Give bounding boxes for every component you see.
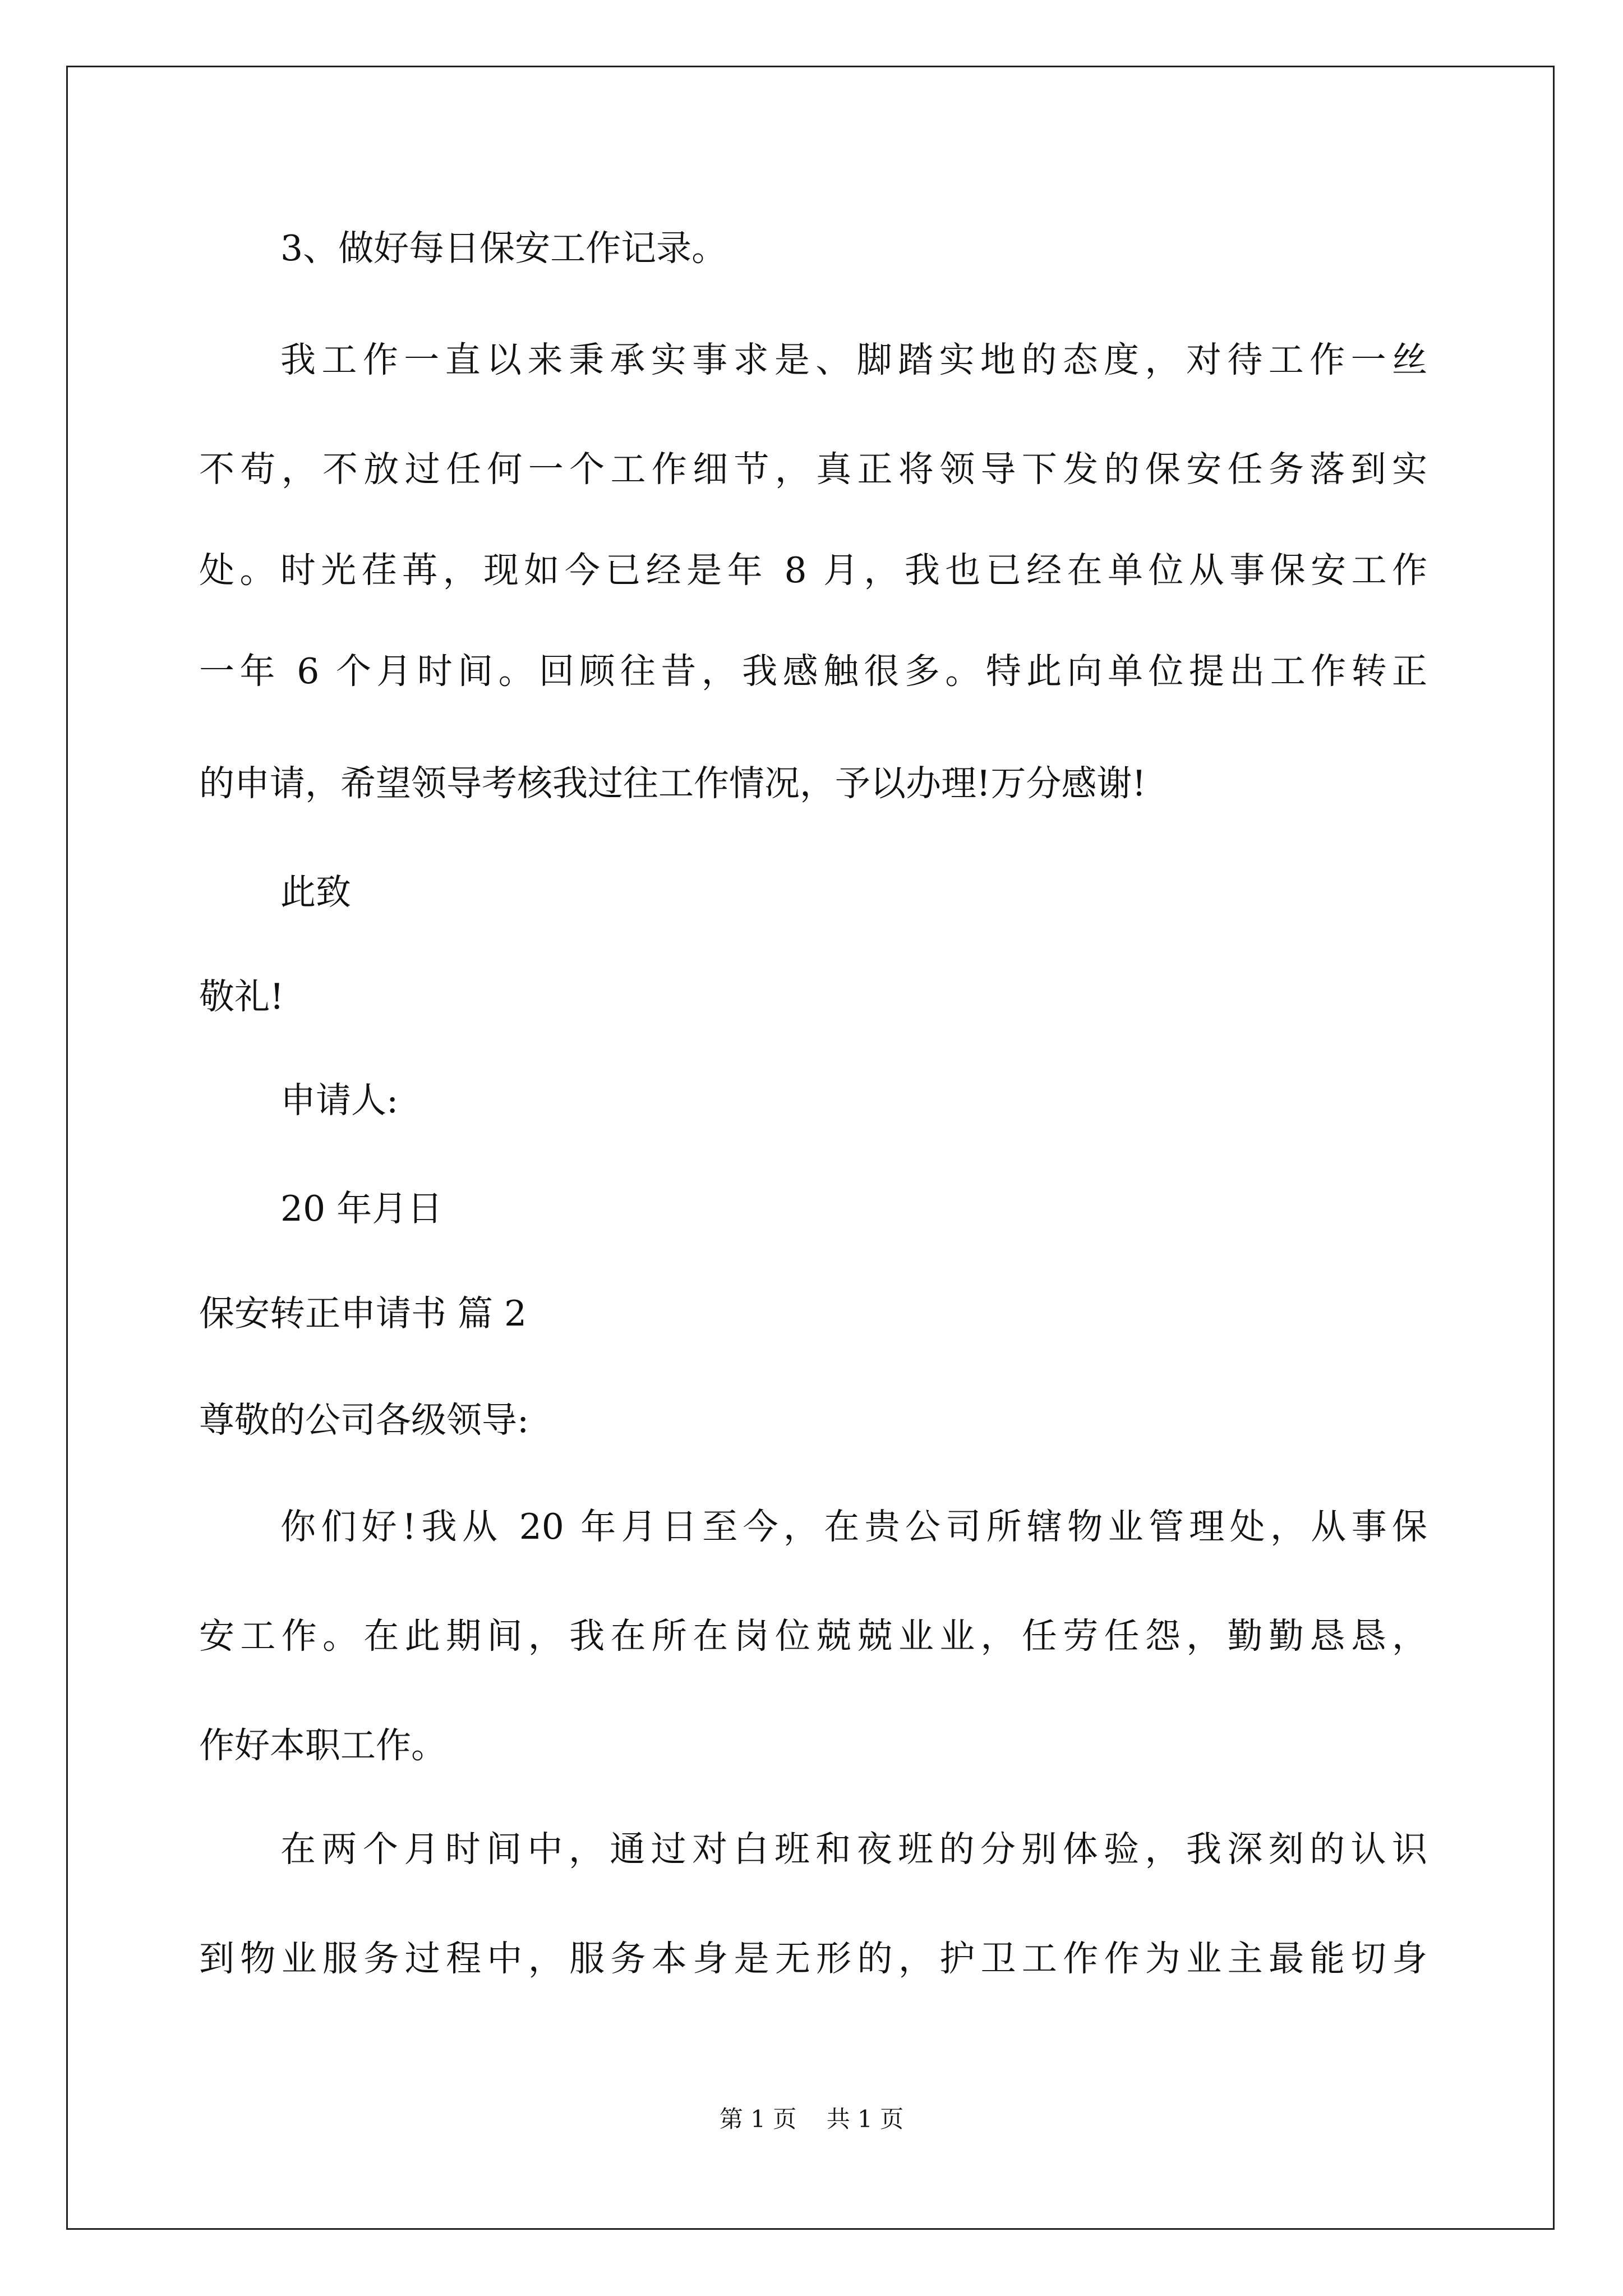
text-line-4: 处。时光荏苒，现如今已经是年 8 月，我也已经在单位从事保安工作 xyxy=(199,550,1427,591)
text-line-3: 不苟，不放过任何一个工作细节，真正将领导下发的保安任务落到实 xyxy=(199,449,1427,490)
text-line-14: 安工作。在此期间，我在所在岗位兢兢业业，任劳任怨，勤勤恳恳， xyxy=(199,1616,1427,1657)
date-line: 20 年月日 xyxy=(280,1188,443,1229)
page-footer: 第 1 页 共 1 页 xyxy=(719,2105,904,2133)
closing-line: 敬礼! xyxy=(199,976,284,1017)
text-line-15: 作好本职工作。 xyxy=(199,1725,446,1766)
page-border xyxy=(66,66,1555,2230)
section-heading: 保安转正申请书 篇 2 xyxy=(199,1293,527,1334)
addressee-line: 尊敬的公司各级领导: xyxy=(199,1400,529,1441)
text-line-2: 我工作一直以来秉承实事求是、脚踏实地的态度，对待工作一丝 xyxy=(280,339,1427,380)
text-line-13: 你们好!我从 20 年月日至今，在贵公司所辖物业管理处，从事保 xyxy=(280,1506,1427,1547)
applicant-label: 申请人: xyxy=(280,1080,399,1121)
text-line-17: 到物业服务过程中，服务本身是无形的，护卫工作作为业主最能切身 xyxy=(199,1938,1427,1979)
salutation-line: 此致 xyxy=(280,872,351,913)
text-line-16: 在两个月时间中，通过对白班和夜班的分别体验，我深刻的认识 xyxy=(280,1829,1427,1870)
text-line-1: 3、做好每日保安工作记录。 xyxy=(280,228,727,269)
text-line-5: 一年 6 个月时间。回顾往昔，我感触很多。特此向单位提出工作转正 xyxy=(199,651,1427,692)
text-line-6: 的申请，希望领导考核我过往工作情况，予以办理!万分感谢! xyxy=(199,763,1146,804)
